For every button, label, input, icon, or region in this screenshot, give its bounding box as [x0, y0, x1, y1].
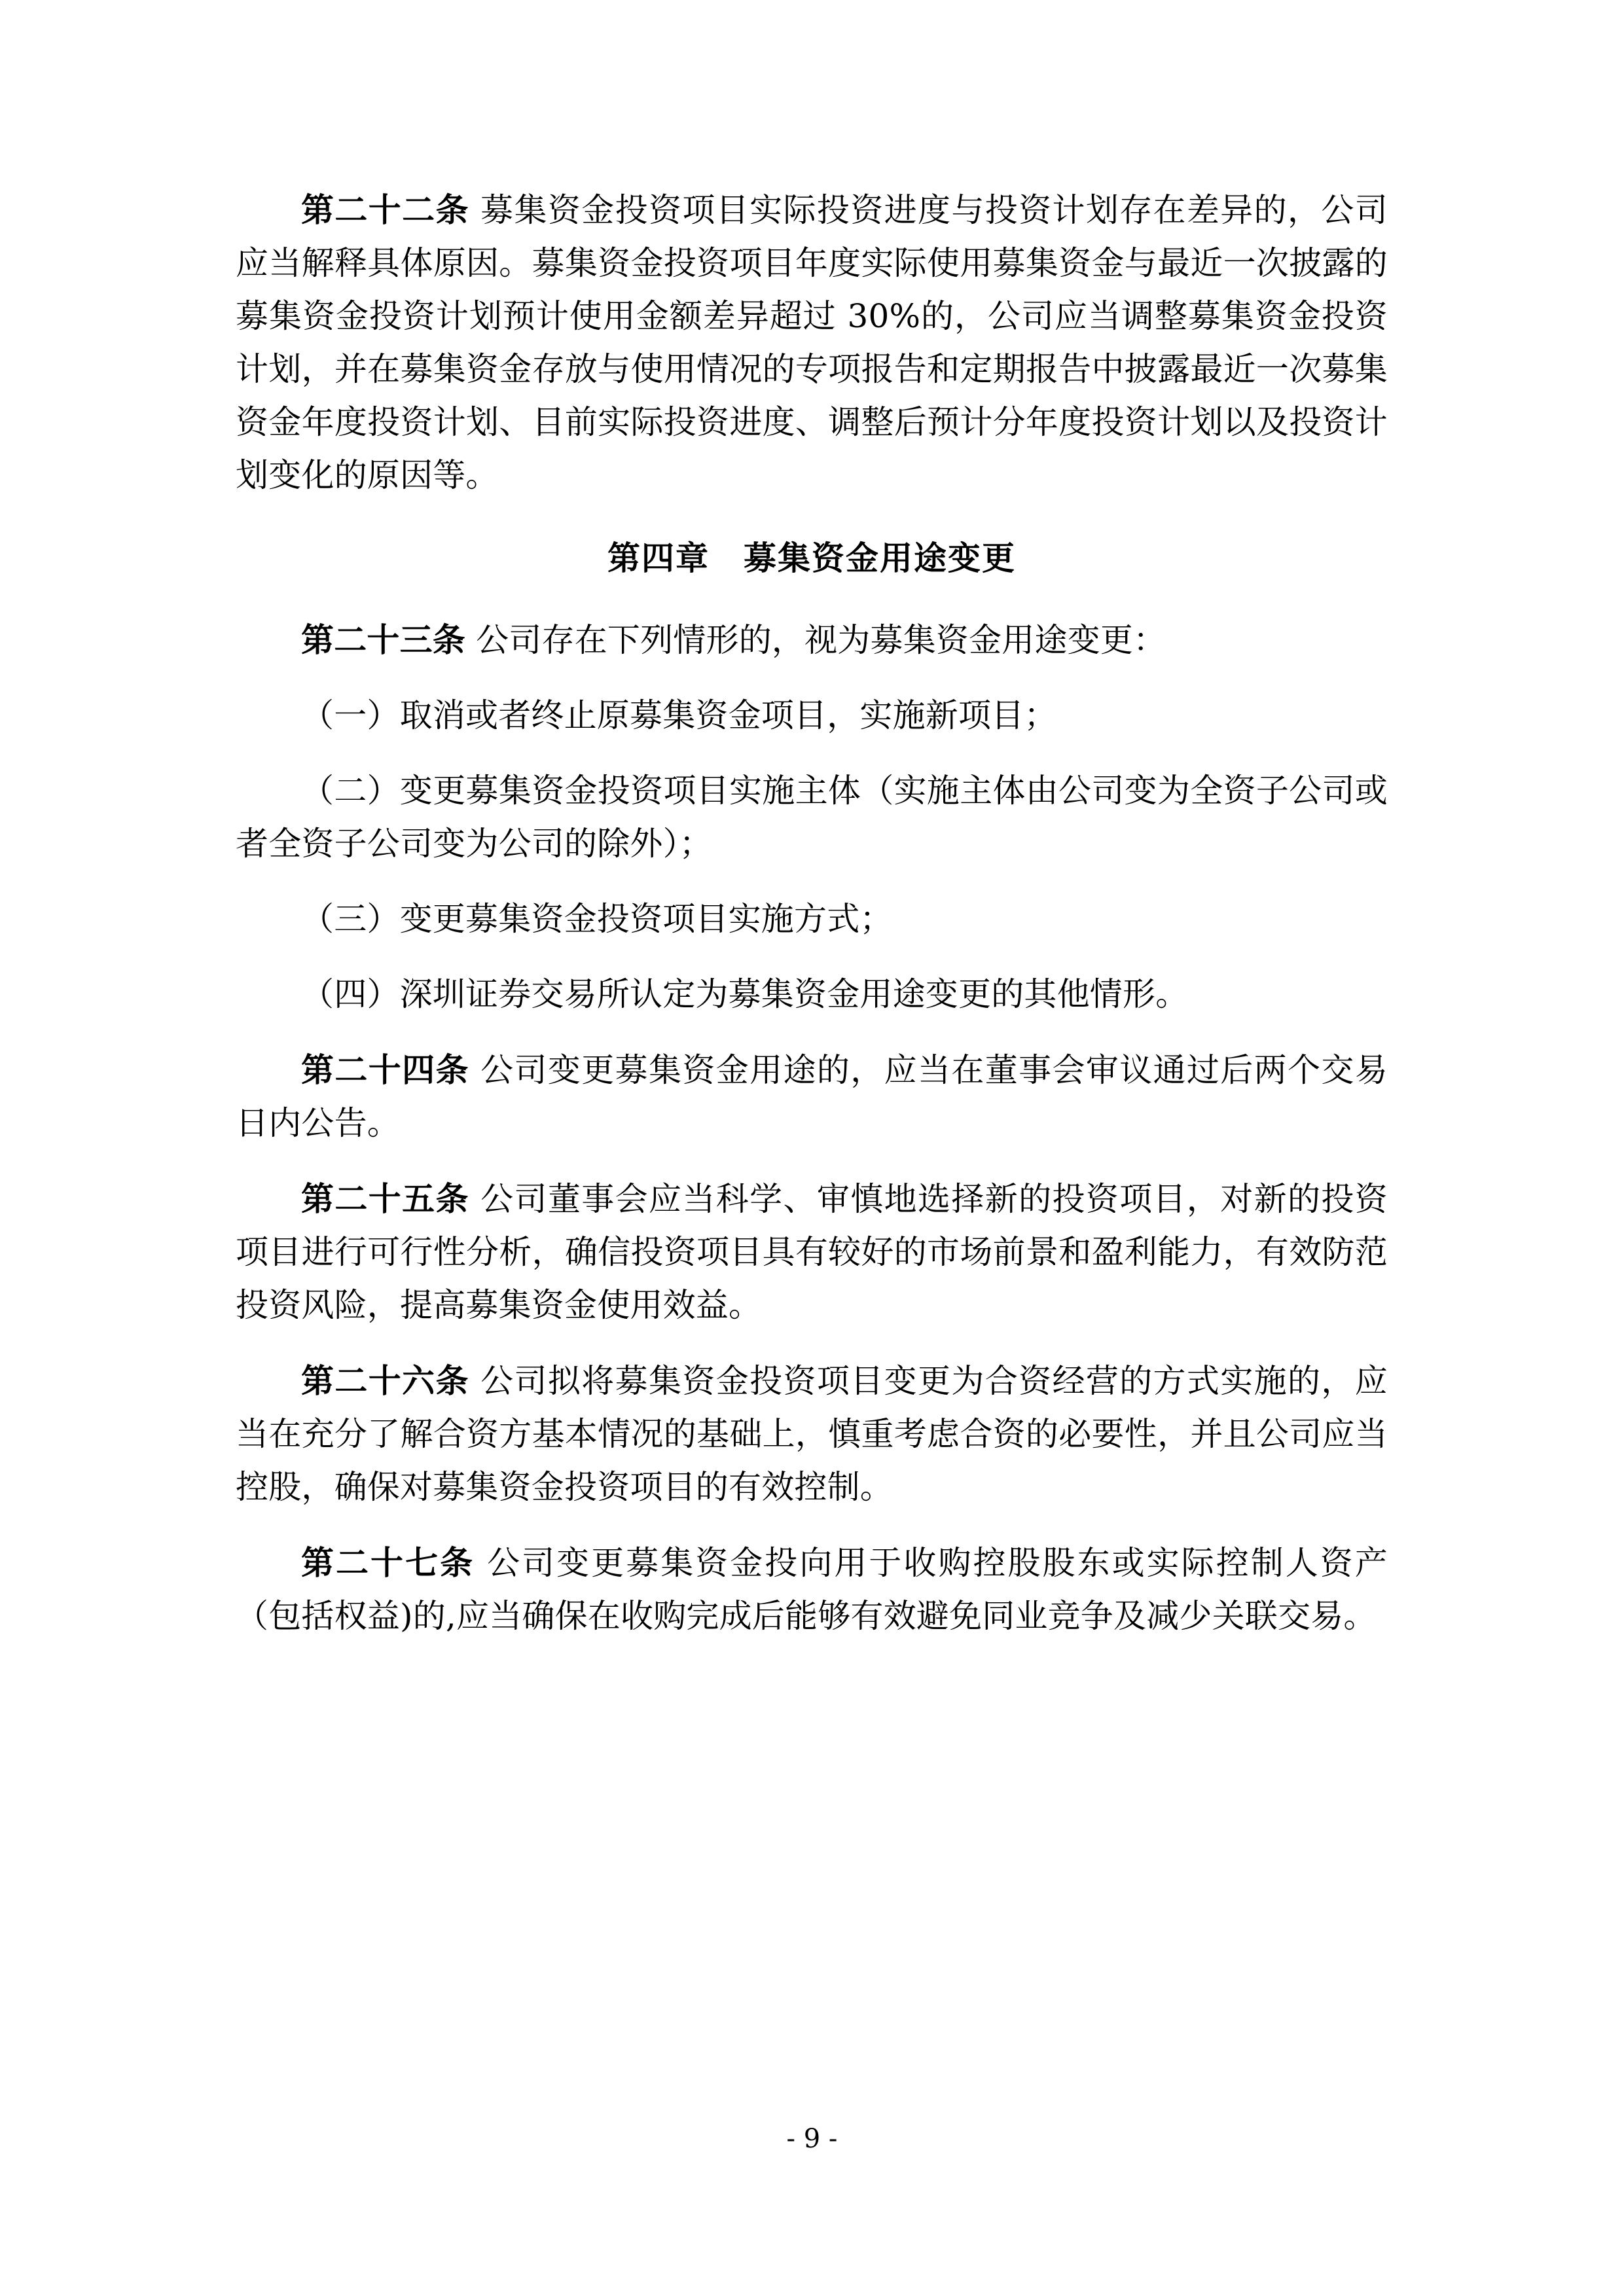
paragraph-article-26: [236, 1354, 1388, 1514]
article-text-24: 公司变更募集资金用途的，应当在董事会审议通过后两个交易日内公告。: [236, 1051, 1388, 1142]
article-label-25: 第二十五条: [301, 1179, 469, 1218]
page-content: [236, 183, 1388, 1665]
article-label-22: 第二十二条: [301, 190, 469, 229]
article-text-27: 公司变更募集资金投向用于收购控股股东或实际控制人资产（包括权益)的,应当确保在收购完成后能够有效避免同业竞争及减少关联交易。: [236, 1544, 1388, 1635]
paragraph-article-22: [236, 183, 1388, 502]
paragraph-article-23: [236, 613, 1388, 667]
list-item-3: （三）变更募集资金投资项目实施方式；: [301, 900, 893, 938]
article-text-26: 公司拟将募集资金投资项目变更为合资经营的方式实施的，应当在充分了解合资方基本情况的基础上，慎重考虑合资的必要性，并且公司应当控股，确保对募集资金投资项目的有效控制。: [236, 1362, 1388, 1506]
article-text-25: 公司董事会应当科学、审慎地选择新的投资项目，对新的投资项目进行可行性分析，确信投资项目具有较好的市场前景和盈利能力，有效防范投资风险，提高募集资金使用效益。: [236, 1180, 1388, 1324]
paragraph-article-27: [236, 1536, 1388, 1643]
chapter-heading: 第四章 募集资金用途变更: [607, 539, 1016, 577]
page-number: - 9 -: [786, 2124, 838, 2154]
article-text-23: 公司存在下列情形的，视为募集资金用途变更：: [465, 621, 1166, 659]
page-footer: [0, 2124, 1624, 2154]
article-label-24: 第二十四条: [301, 1050, 469, 1089]
article-text-22: 募集资金投资项目实际投资进度与投资计划存在差异的，公司应当解释具体原因。募集资金投资项目年度实际使用募集资金与最近一次披露的募集资金投资计划预计使用金额差异超过 30%的，公司应当调整募集资金投资计划，并在募集资金存放与使用情况的专项报告和定期报告中披露最近一次募集资金年度投资计划、目前实际投资进度、调整后预计分年度投资计划以及投资计划变化的原因等。: [236, 191, 1388, 494]
article-label-26: 第二十六条: [301, 1361, 469, 1400]
list-item-1: （一）取消或者终止原募集资金项目，实施新项目；: [301, 696, 1057, 734]
article-label-23: 第二十三条: [301, 620, 465, 659]
list-item-4: （四）深圳证券交易所认定为募集资金用途变更的其他情形。: [301, 975, 1189, 1013]
paragraph-article-24: [236, 1043, 1388, 1150]
article-label-27: 第二十七条: [301, 1543, 475, 1582]
list-item-2: （二）变更募集资金投资项目实施主体（实施主体由公司变为全资子公司或者全资子公司变为公司的除外）；: [236, 772, 1388, 863]
paragraph-article-25: [236, 1172, 1388, 1332]
